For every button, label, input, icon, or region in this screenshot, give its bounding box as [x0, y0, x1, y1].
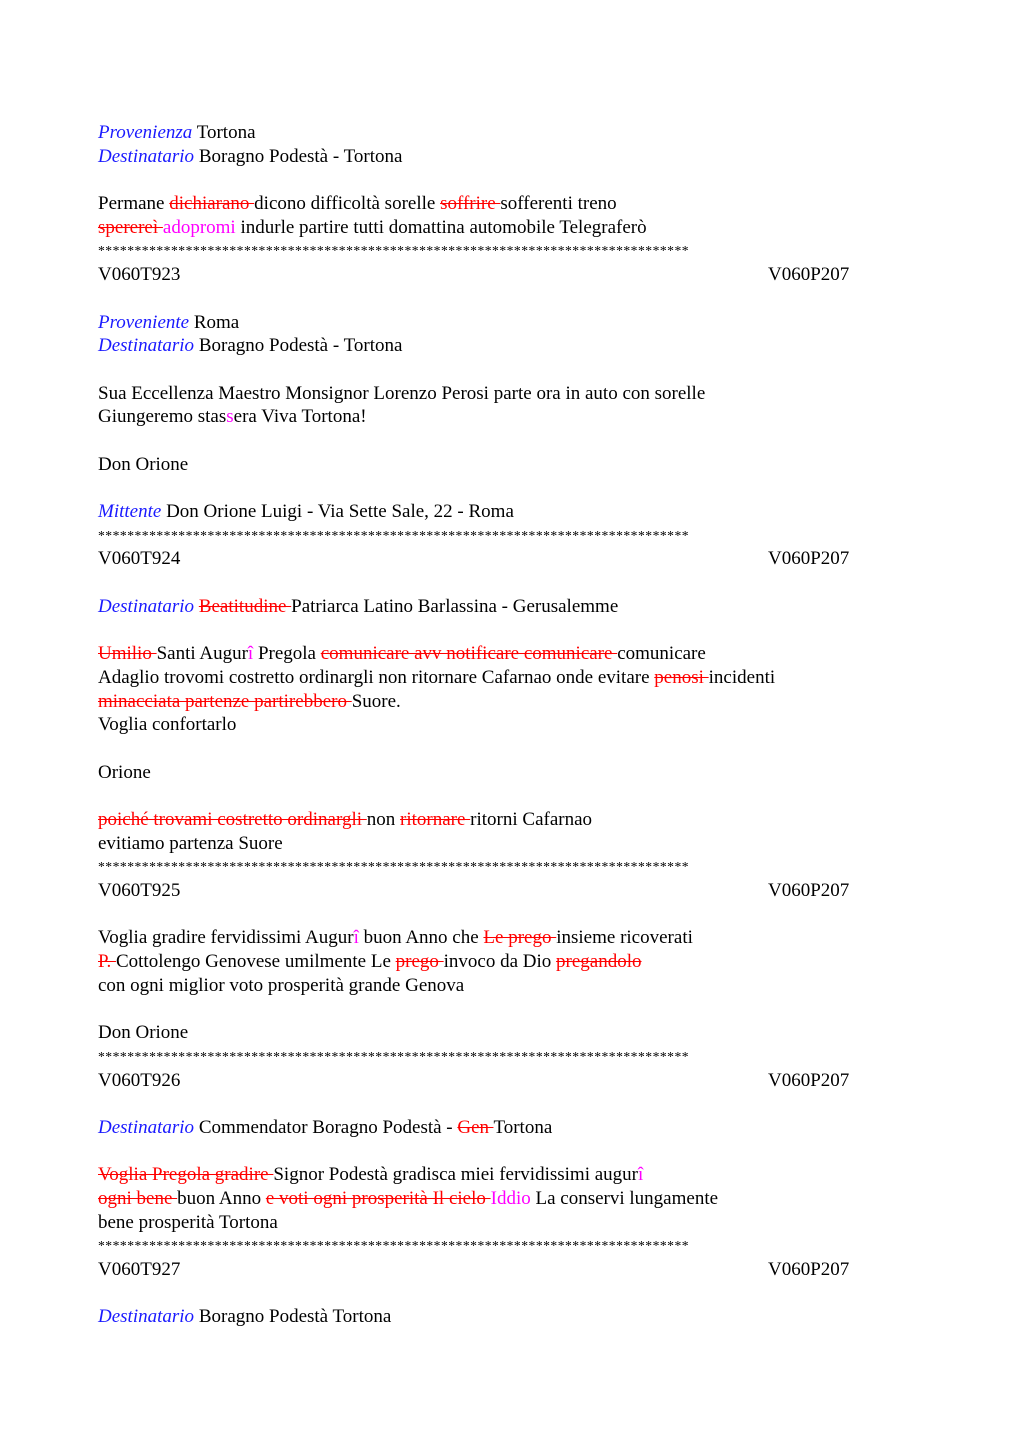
text-run: Don Orione — [98, 1022, 189, 1044]
inserted-text: î — [353, 927, 359, 949]
field-label: Destinatario — [98, 595, 195, 617]
text-run: incidenti — [708, 666, 776, 688]
text-run: Roma — [189, 311, 240, 333]
text-run: Adaglio trovomi costretto ordinargli non ritornare Cafarnao onde evitare — [98, 666, 655, 688]
telegram-code: V060T926 — [98, 1069, 181, 1091]
page-code: V060P207 — [768, 1069, 850, 1091]
header-line — [98, 334, 924, 358]
field-label: Destinatario — [98, 1306, 195, 1328]
deleted-text: ritornare — [400, 808, 471, 830]
telegram-codes — [98, 263, 924, 287]
blank-line — [98, 571, 924, 595]
blank-line — [98, 476, 924, 500]
text-run: Voglia gradire fervidissimi Augur — [98, 927, 354, 949]
telegram-codes — [98, 1258, 924, 1282]
telegram-code: V060T925 — [98, 880, 181, 901]
blank-line — [98, 1282, 924, 1306]
text-run: Santi Augur — [156, 643, 248, 665]
blank-line — [98, 737, 924, 761]
deleted-text: minacciata partenze partirebbero — [98, 690, 352, 712]
header-line — [98, 121, 924, 145]
body-line — [98, 500, 924, 524]
telegram-codes — [98, 547, 924, 571]
text-run: non — [366, 808, 400, 830]
page-code: V060P207 — [768, 548, 850, 570]
page-code: V060P207 — [768, 1259, 850, 1280]
text-run: con ogni miglior voto prosperità grande Genova — [98, 974, 465, 996]
header-line — [98, 311, 924, 335]
blank-line — [98, 1140, 924, 1164]
body-line — [98, 216, 924, 240]
blank-line — [98, 1092, 924, 1116]
field-label: Destinatario — [98, 1116, 195, 1138]
telegram-code: V060T923 — [98, 264, 181, 286]
text-run: era Viva Tortona! — [233, 406, 367, 428]
text-run: Cottolengo Genovese umilmente Le — [115, 951, 396, 973]
body-line — [98, 1163, 924, 1187]
page-code: V060P207 — [768, 264, 850, 286]
body-line — [98, 974, 924, 998]
text-run: Orione — [98, 761, 151, 783]
text-run: Don Orione — [98, 453, 189, 475]
body-line — [98, 950, 924, 974]
deleted-text: Voglia Pregola gradire — [98, 1164, 274, 1186]
text-run: Patriarca Latino Barlassina - Gerusalemme — [291, 595, 619, 617]
text-run: Boragno Podestà - Tortona — [194, 145, 403, 167]
body-line — [98, 713, 924, 737]
body-line — [98, 453, 924, 477]
page-code: V060P207 — [768, 880, 850, 901]
inserted-text: adopromi — [162, 216, 236, 238]
text-run: Suore. — [351, 690, 401, 712]
deleted-text: ogni bene — [98, 1187, 178, 1209]
text-run: Voglia confortarlo — [98, 714, 237, 736]
deleted-text: comunicare avv notificare comunicare — [320, 643, 618, 665]
deleted-text: Umilio — [98, 643, 157, 665]
field-label: Provenienza — [98, 122, 193, 143]
blank-line — [98, 168, 924, 192]
body-line — [98, 832, 924, 856]
deleted-text: Gen — [457, 1116, 494, 1138]
text-run: invoco da Dio — [443, 951, 557, 973]
text-run: Don Orione Luigi - Via Sette Sale, 22 - Roma — [161, 501, 514, 522]
body-line — [98, 642, 924, 666]
body-line — [98, 690, 924, 714]
text-run: Boragno Podestà - Tortona — [194, 335, 403, 357]
deleted-text: prego — [395, 951, 444, 973]
separator-line: ********************************************************************************* — [98, 527, 690, 543]
text-run: Pregola — [253, 643, 321, 665]
blank-line — [98, 784, 924, 808]
blank-line — [98, 358, 924, 382]
deleted-text: P. — [98, 951, 116, 973]
text-run: Tortona — [192, 122, 256, 143]
telegram-code: V060T927 — [98, 1259, 181, 1280]
text-run: Boragno Podestà Tortona — [194, 1306, 392, 1328]
body-line — [98, 192, 924, 216]
text-run: La conservi lungamente — [530, 1187, 719, 1209]
body-line — [98, 1021, 924, 1045]
body-line — [98, 808, 924, 832]
body-line — [98, 666, 924, 690]
inserted-text: s — [226, 406, 234, 428]
blank-line — [98, 618, 924, 642]
inserted-text: Iddio — [490, 1187, 531, 1209]
document-page — [98, 121, 924, 1329]
deleted-text: poiché trovami costretto ordinargli — [98, 808, 367, 830]
telegram-code: V060T924 — [98, 548, 181, 570]
telegram-codes — [98, 1069, 924, 1093]
deleted-text: e voti ogni prosperità Il cielo — [265, 1187, 491, 1209]
inserted-text: î — [247, 643, 254, 665]
body-line — [98, 1211, 924, 1235]
text-run: sofferenti treno — [500, 193, 617, 215]
field-label: Destinatario — [98, 335, 195, 357]
body-line — [98, 405, 924, 429]
field-label: Mittente — [98, 501, 162, 522]
separator-line: ********************************************************************************* — [98, 243, 690, 259]
deleted-text: Beatitudine — [198, 595, 292, 617]
text-run: comunicare — [617, 643, 706, 665]
field-label: Proveniente — [98, 311, 190, 333]
inserted-text: î — [638, 1164, 644, 1186]
text-run: buon Anno che — [358, 927, 484, 949]
text-run: Sua Eccellenza Maestro Monsignor Lorenzo Perosi parte ora in auto con sorelle — [98, 382, 706, 404]
text-run: Commendator Boragno Podestà - — [198, 1116, 458, 1138]
deleted-text: sperereì — [98, 216, 163, 238]
text-run: Tortona — [493, 1116, 553, 1138]
deleted-text: soffrire — [440, 193, 501, 215]
deleted-text: dichiarano — [169, 193, 255, 215]
text-run: insieme ricoverati — [556, 927, 693, 949]
text-run: Permane — [98, 193, 170, 215]
blank-line — [98, 287, 924, 311]
text-run: Giungeremo stas — [98, 406, 227, 428]
separator-line: ********************************************************************************* — [98, 1048, 690, 1064]
text-run: dicono difficoltà sorelle — [254, 193, 441, 215]
blank-line — [98, 903, 924, 927]
text-run: buon Anno — [177, 1187, 266, 1209]
body-line — [98, 1187, 924, 1211]
header-line — [98, 595, 924, 619]
text-run: bene prosperità Tortona — [98, 1211, 278, 1233]
body-line — [98, 761, 924, 785]
telegram-codes — [98, 879, 924, 903]
header-line — [98, 1305, 924, 1329]
field-label: Destinatario — [98, 145, 195, 167]
header-line — [98, 1116, 924, 1140]
separator-line: ********************************************************************************* — [98, 1238, 690, 1254]
body-line — [98, 382, 924, 406]
body-line — [98, 926, 924, 950]
separator-line: ********************************************************************************* — [98, 859, 690, 875]
header-line — [98, 145, 924, 169]
text-run: ritorni Cafarnao — [470, 808, 593, 830]
text-run: evitiamo partenza Suore — [98, 832, 283, 854]
deleted-text: pregandolo — [556, 951, 642, 973]
deleted-text: Le prego — [483, 927, 557, 949]
text-run: indurle partire tutti domattina automobile Telegraferò — [235, 216, 647, 238]
deleted-text: penosi — [654, 666, 709, 688]
text-run: Signor Podestà gradisca miei fervidissimi augur — [273, 1164, 638, 1186]
blank-line — [98, 997, 924, 1021]
blank-line — [98, 429, 924, 453]
